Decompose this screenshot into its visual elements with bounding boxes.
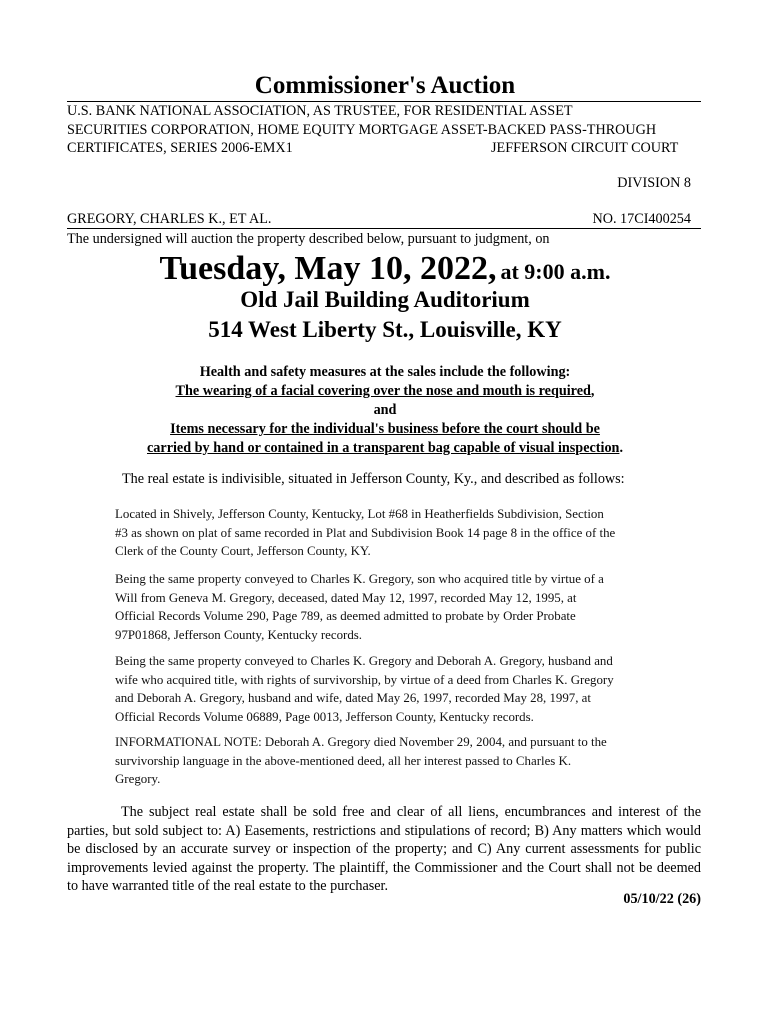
health-line-2: Items necessary for the individual's business before the court should be [170,421,600,437]
plaintiff-line-3: CERTIFICATES, SERIES 2006-EMX1 [67,140,293,156]
deed-reference-paragraph: Being the same property conveyed to Charles K. Gregory, son who acquired title by virtue of a Will from Geneva M. Gregory, deceased, dated May 12, 1997, recorded May 12, 1995, at Official Records Volume 290, Page 789, as deemed admitted to probate by Order Probate 97P01868, Jefferson County, Kentucky records. [115,572,604,642]
notice-title: Commissioner's Auction [254,72,516,99]
court-name: JEFFERSON CIRCUIT COURT [491,140,679,156]
case-number: NO. 17CI400254 [592,211,691,227]
health-and: and [373,402,397,418]
sale-date-line [0,250,770,288]
health-line-3: carried by hand or contained in a transparent bag capable of visual inspection. [147,440,623,456]
legal-description-paragraph: Located in Shively, Jefferson County, Kentucky, Lot #68 in Heatherfields Subdivision, Section #3 as shown on plat of same recorded in Plat and Subdivision Book 14 page 8 in the office of the Clerk of the County Court, Jefferson County, KY. [115,507,616,558]
caption-rule [67,228,701,229]
publication-stamp: 05/10/22 (26) [623,891,701,907]
health-line-1: The wearing of a facial covering over the nose and mouth is required, [175,383,595,399]
terms-of-sale: The subject real estate shall be sold free and clear of all liens, encumbrances and interest of the parties, but sold subject to: A) Easements, restrictions and stipulations of record; B) Any matters which would be disclosed by an accurate survey or inspection of the property; and C) Any current assessments for public improvements levied against the property. The plaintiff, the Commissioner and the Court shall not be deemed to have warranted title of the real estate to the purchaser. [67,804,701,894]
venue-address: 514 West Liberty St., Louisville, KY [208,317,562,342]
health-heading: Health and safety measures at the sales include the following: [199,364,571,380]
plaintiff-line-1: U.S. BANK NATIONAL ASSOCIATION, AS TRUSTEE, FOR RESIDENTIAL ASSET [67,103,573,119]
health-measures [0,363,770,458]
defendant: GREGORY, CHARLES K., ET AL. [67,211,272,227]
informational-note: INFORMATIONAL NOTE: Deborah A. Gregory died November 29, 2004, and pursuant to the survivorship language in the above-mentioned deed, all her interest passed to Charles K. Gregory. [115,735,607,786]
property-intro: The real estate is indivisible, situated in Jefferson County, Ky., and described as follows: [122,471,625,487]
venue-name: Old Jail Building Auditorium [240,287,530,312]
division: DIVISION 8 [617,175,691,191]
plaintiff-line-2: SECURITIES CORPORATION, HOME EQUITY MORTGAGE ASSET-BACKED PASS-THROUGH [67,122,657,138]
intro-sentence: The undersigned will auction the property described below, pursuant to judgment, on [67,231,550,247]
deed-reference-paragraph: Being the same property conveyed to Charles K. Gregory and Deborah A. Gregory, husband and wife who acquired title, with rights of survivorship, by virtue of a deed from Charles K. Gregory and Deborah A. Gregory, husband and wife, dated May 26, 1997, recorded May 28, 1997, at Official Records Volume 06889, Page 0013, Jefferson County, Kentucky records. [115,654,614,724]
sale-date: Tuesday, May 10, 2022, [159,250,497,287]
sale-time: at 9:00 a.m. [500,259,611,284]
